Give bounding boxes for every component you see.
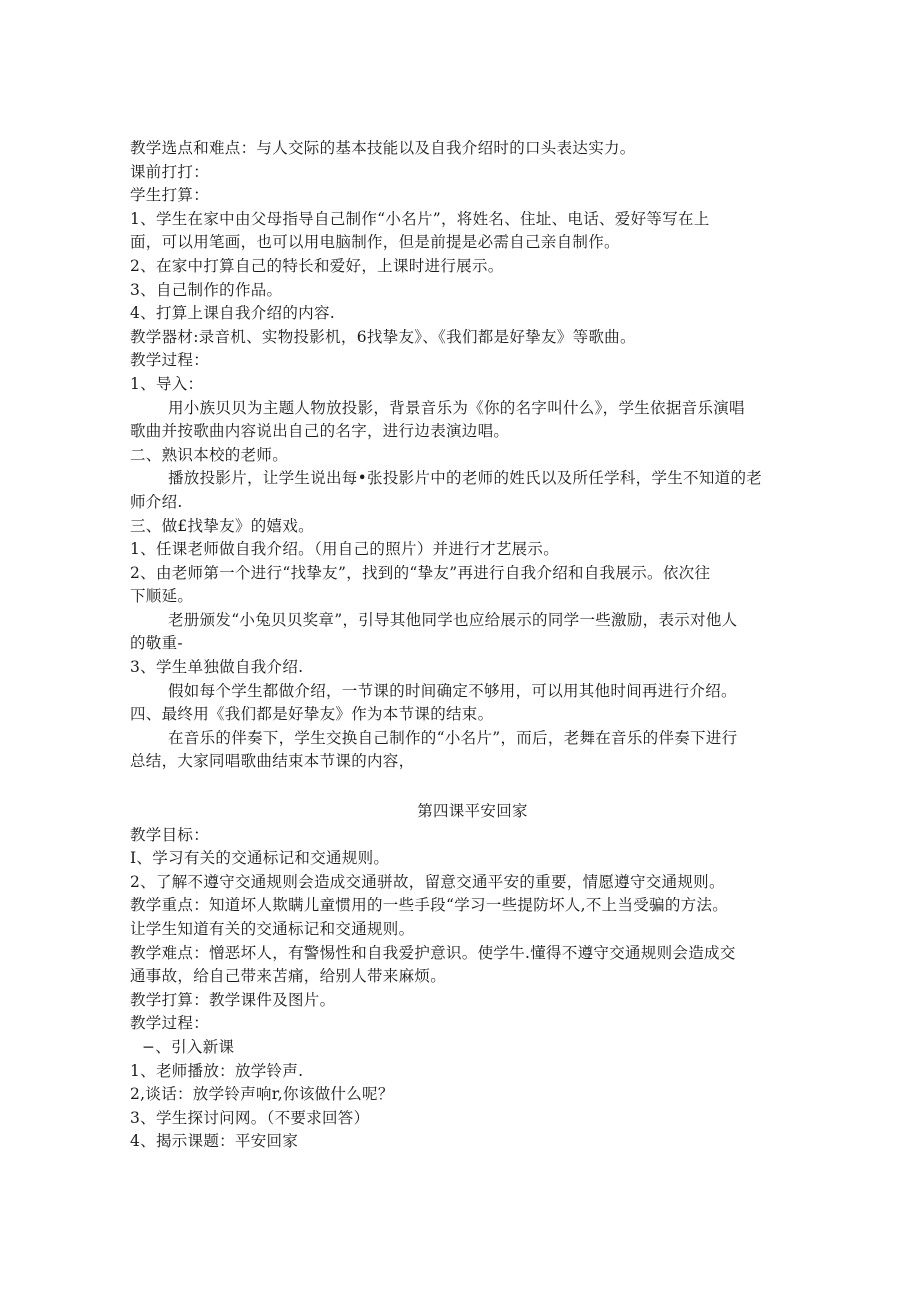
section-lesson-three (130, 137, 810, 774)
text-line: 3、学生探讨问网。（不要求回答） (130, 1108, 370, 1127)
text-line: 假如每个学生都做介绍，一节课的时间确定不够用，可以用其他时间再进行介绍。 (168, 681, 737, 700)
text-line: 3、学生单独做自我介绍. (130, 658, 304, 677)
text-line: I、学习有关的交通标记和交通规则。 (130, 849, 390, 868)
text-line: 师介绍. (130, 492, 183, 511)
text-line: −、引入新课 (142, 1037, 235, 1056)
section-spacer (130, 774, 810, 800)
text-line: 下顺延。 (130, 587, 194, 606)
text-line: 二、熟识本校的老师。 (130, 445, 289, 464)
text-line: 教学目标： (130, 825, 210, 844)
text-line: 总结，大家同唱歌曲结束本节课的内容， (130, 752, 415, 771)
text-line: 老册颁发“小兔贝贝奖章”，引导其他同学也应给展示的同学一些激励，表示对他人 (168, 610, 738, 629)
text-line: 用小族贝贝为主题人物放投影，背景音乐为《你的名字叫什么》，学生依据音乐演唱 (168, 398, 745, 417)
text-line: 课前打打： (130, 162, 210, 181)
text-line: 2、在家中打算自己的特长和爱好，上课时进行展示。 (130, 256, 504, 275)
text-line: 教学难点：憎恶坏人，有警惕性和自我爱护意识。使学牛.懂得不遵守交通规则会造成交 (130, 943, 736, 962)
text-line: 让学生知道有关的交通标记和交通规则。 (130, 920, 415, 938)
text-line: 4、揭示课题：平安回家 (130, 1132, 299, 1151)
text-line: 歌曲并按歌曲内容说出自己的名字，进行边表演边唱。 (130, 422, 510, 441)
text-line: 在音乐的伴奏下，学生交换自己制作的“小名片”，而后，老舞在音乐的伴奏下进行 (168, 728, 738, 747)
text-line: 教学过程： (130, 351, 210, 370)
text-line: 教学器材:录音机、实物投影机，6找挚友》、《我们都是好挚友》等歌曲。 (130, 327, 636, 346)
text-line: 播放投影片，让学生说出每•张投影片中的老师的姓氏以及所任学科，学生不知道的老 (168, 469, 763, 488)
text-line: 教学打算：教学课件及图片。 (130, 990, 336, 1009)
text-line: 学生打算： (130, 186, 210, 205)
text-line: 三、做£找挚友》的嬉戏。 (130, 516, 314, 535)
text-line: 2、了解不遵守交通规则会造成交通骈故，留意交通平安的重要，情愿遵守交通规则。 (130, 872, 725, 891)
text-line: 教学过程： (130, 1014, 210, 1033)
text-line: 通事故，给自己带来苫痛，给别人带来麻烦。 (130, 967, 447, 986)
lesson-title: 第四课平安回家 (417, 802, 528, 821)
text-line: 1、任课老师做自我介绍。（用自己的照片）并进行才艺展示。 (130, 540, 560, 559)
text-line: 2、由老师第一个进行“找挚友”，找到的“挚友”再进行自我介绍和自我展示。依次往 (130, 563, 711, 582)
section-lesson-four (130, 800, 810, 1154)
document-page (130, 137, 810, 1154)
text-line: 四、最终用《我们都是好挚友》作为本节课的结束。 (130, 705, 494, 724)
text-line: 1、老师播放：放学铃声. (130, 1061, 304, 1080)
text-line: 4、打算上课自我介绍的内容. (130, 304, 335, 323)
text-line: 1、学生在家中由父母指导自己制作“小名片”，将姓名、住址、电话、爱好等写在上 (130, 209, 710, 228)
text-line: 1、导入： (130, 374, 204, 393)
text-line: 教学选点和难点：与人交际的基本技能以及自我介绍时的口头表达实力。 (130, 139, 636, 157)
text-line: 2,谈话：放学铃声响r,你该做什么呢？ (130, 1085, 394, 1104)
text-line: 的敬重- (130, 634, 183, 653)
text-line: 教学重点：知道坏人欺瞒儿童惯用的一些手段“学习一些提防坏人,不上当受骗的方法。 (130, 896, 729, 915)
text-line: 面，可以用笔画，也可以用电脑制作，但是前提是必需自己亲自制作。 (130, 233, 620, 252)
text-line: 3、自己制作的作品。 (130, 280, 283, 299)
